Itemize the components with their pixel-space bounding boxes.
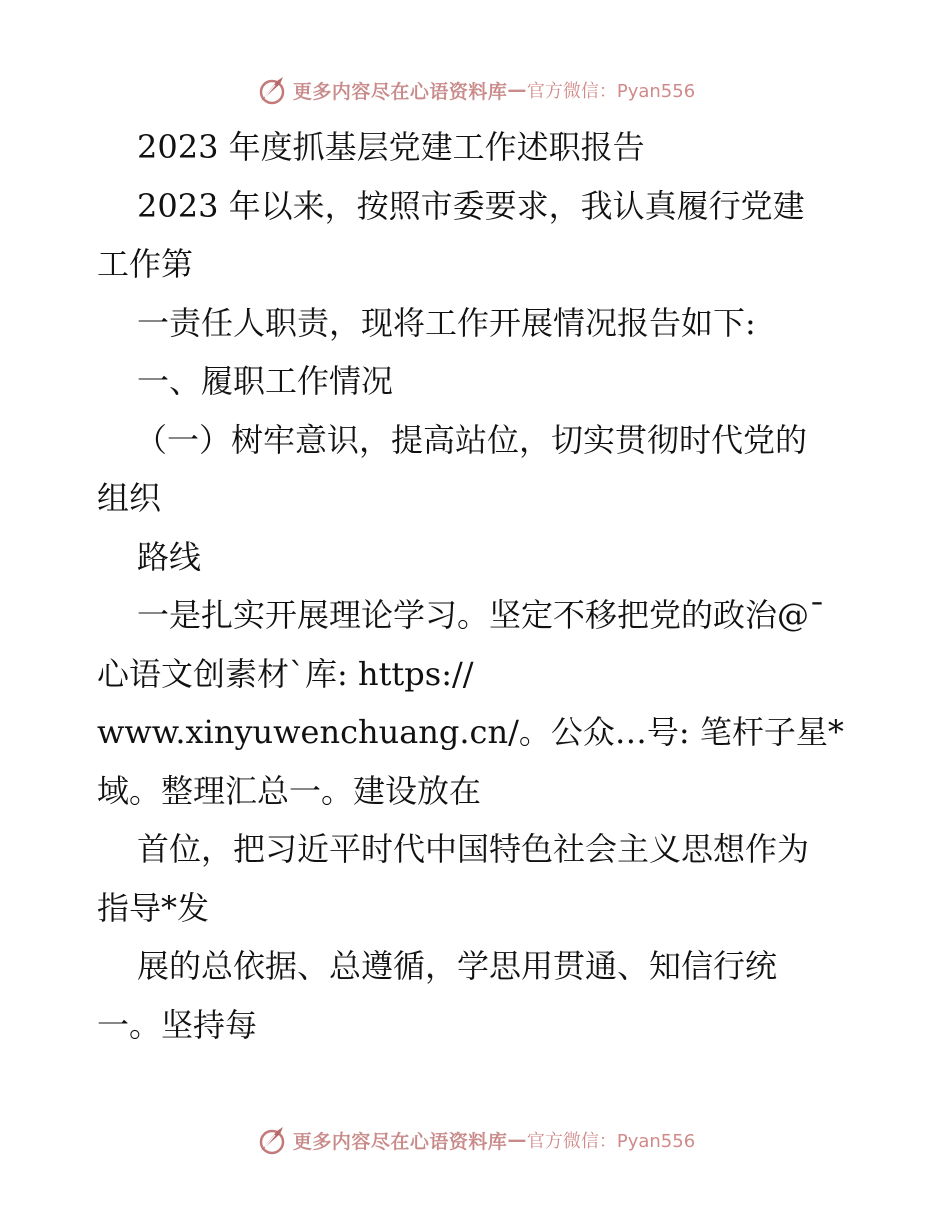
document-body xyxy=(97,118,867,1054)
banner-wechat: 官方微信：Pyan556 xyxy=(526,1131,696,1152)
paragraph-line: 一。坚持每 xyxy=(97,1005,258,1044)
banner-title: 更多内容尽在心语资料库 xyxy=(292,80,508,103)
paragraph-line: 心语文创素材`库: https:// xyxy=(97,654,474,693)
paragraph-line: 展的总依据、总遵循，学思用贯通、知信行统 xyxy=(137,947,778,985)
banner-dash: — xyxy=(507,79,527,101)
quill-pen-logo-icon xyxy=(255,1123,289,1157)
paragraph-line: 组织 xyxy=(97,479,162,517)
header-banner xyxy=(0,70,950,110)
banner-title: 更多内容尽在心语资料库 xyxy=(292,1130,508,1153)
banner-dash: — xyxy=(507,1129,527,1151)
subsection-heading: （一）树牢意识，提高站位，切实贯彻时代党的 xyxy=(135,420,808,459)
paragraph-line: www.xinyuwenchuang.cn/。公众…号: 笔杆子星* xyxy=(97,713,844,751)
paragraph-line: 域。整理汇总一。建设放在 xyxy=(97,771,482,810)
paragraph-line: 一是扎实开展理论学习。坚定不移把党的政治@¯ xyxy=(137,596,826,634)
paragraph-line: 工作第 xyxy=(97,245,194,283)
quill-pen-logo-icon xyxy=(255,73,289,107)
banner-wechat: 官方微信：Pyan556 xyxy=(526,81,696,102)
paragraph-line: 2023 年以来，按照市委要求，我认真履行党建 xyxy=(137,186,805,225)
section-heading: 一、履职工作情况 xyxy=(137,362,394,400)
footer-banner xyxy=(0,1120,950,1160)
paragraph-line: 一责任人职责，现将工作开展情况报告如下: xyxy=(137,303,756,342)
paragraph-line: 首位，把习近平时代中国特色社会主义思想作为 xyxy=(137,830,810,868)
paragraph-line: 路线 xyxy=(137,537,202,576)
paragraph-line: 指导*发 xyxy=(97,888,210,927)
document-title: 2023 年度抓基层党建工作述职报告 xyxy=(137,128,645,166)
